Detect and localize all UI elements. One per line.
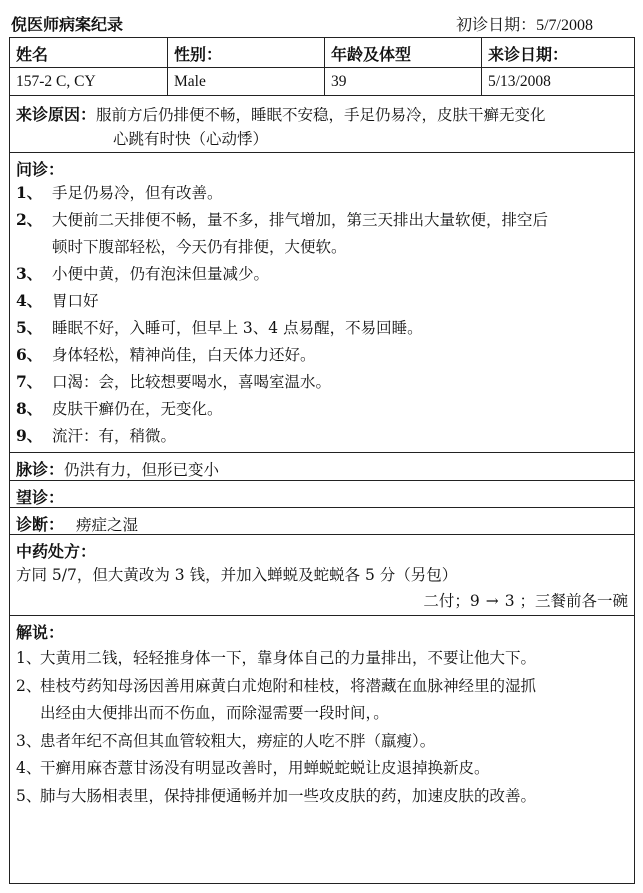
list-number: 6、 <box>16 345 43 364</box>
list-number: 9、 <box>16 426 43 445</box>
diagnosis-line <box>16 512 138 535</box>
info-value-row <box>10 68 634 96</box>
list-item-text: 口渴：会，比较想要喝水，喜喝室温水。 <box>52 373 332 391</box>
prescription-label: 中药处方： <box>16 542 97 561</box>
reason-label: 来诊原因： <box>16 105 97 124</box>
list-number: 5、 <box>16 318 43 337</box>
name-header: 姓名 <box>16 45 49 64</box>
list-item-text: 大便前二天排便不畅，量不多，排气增加，第三天排出大量软便，排空后 <box>52 211 549 229</box>
observation-label: 望诊： <box>16 488 65 507</box>
sex-header: 性别： <box>167 38 324 67</box>
patient-sex: Male <box>167 68 324 95</box>
reason-line-1 <box>16 102 546 125</box>
list-item-text: 手足仍易冷，但有改善。 <box>52 184 223 202</box>
list-item-text: 桂枝芍药知母汤因善用麻黄白朮炮附和桂枝，将潜藏在血脉神经里的湿抓 <box>40 676 537 695</box>
diagnosis-section <box>10 508 634 535</box>
record-title: 倪医师病案纪录 <box>11 15 124 34</box>
list-item-text: 干癣用麻杏薏甘汤没有明显改善时，用蝉蜕蛇蜕让皮退掉换新皮。 <box>40 759 490 777</box>
prescription-section <box>10 535 634 616</box>
explanation-label: 解说： <box>16 623 65 642</box>
pulse-section <box>10 453 634 481</box>
list-number: 2、 <box>16 210 43 229</box>
age-header: 年龄及体型 <box>324 38 481 67</box>
list-number: 1、 <box>16 649 42 667</box>
list-number: 7、 <box>16 372 43 391</box>
dosage-right: 3 ；三餐前各一碗 <box>504 592 628 610</box>
visit-date: 5/13/2008 <box>481 68 634 95</box>
list-number: 1、 <box>16 183 43 202</box>
visit-date-header: 来诊日期： <box>481 38 634 67</box>
reason-text-2: 心跳有时快（心动悸） <box>113 130 269 148</box>
pulse-text: 仍洪有力，但形已变小 <box>64 461 220 479</box>
observation-section <box>10 481 634 508</box>
list-number: 3、 <box>16 731 42 750</box>
list-number: 4、 <box>16 759 42 777</box>
diagnosis-text: 痨症之湿 <box>76 516 139 534</box>
explanation-section <box>10 616 634 883</box>
list-item-text: 睡眠不好，入睡可，但早上 3、4 点易醒，不易回睡。 <box>52 319 423 337</box>
list-item-text: 小便中黄，仍有泡沫但量减少。 <box>52 265 270 283</box>
info-header-row <box>10 38 634 68</box>
list-number: 2、 <box>16 676 42 695</box>
list-item-text: 流汗：有，稍微。 <box>52 427 177 445</box>
prescription-text: 方同 5/7，但大黄改为 3 钱，并加入蝉蜕及蛇蜕各 5 分（另包） <box>16 566 458 584</box>
title-bar <box>9 8 635 36</box>
list-number: 8、 <box>16 399 43 418</box>
list-item-text: 顿时下腹部轻松，今天仍有排便，大便软。 <box>52 238 347 256</box>
medical-record-page <box>9 8 635 884</box>
reason-text-1: 服前方后仍排便不畅，睡眠不安稳，手足仍易冷，皮肤干癣无变化 <box>96 106 546 124</box>
first-visit-value: 5/7/2008 <box>536 17 593 34</box>
inquiry-section <box>10 153 634 453</box>
list-item-text: 大黄用二钱，轻轻推身体一下，靠身体自己的力量排出，不要让他大下。 <box>40 649 537 667</box>
patient-id: 157-2 C, CY <box>16 73 96 90</box>
patient-age: 39 <box>324 68 481 95</box>
pulse-line <box>16 457 219 480</box>
pulse-label: 脉诊： <box>16 460 65 479</box>
list-item-text: 肺与大肠相表里，保持排便通畅并加一些攻皮肤的药，加速皮肤的改善。 <box>40 786 537 805</box>
list-item-text: 患者年纪不高但其血管较粗大，痨症的人吃不胖（羸瘦）。 <box>40 731 436 750</box>
dosage-left: 二付；9 <box>423 592 480 610</box>
diagnosis-label: 诊断： <box>16 515 65 534</box>
list-item-text: 出经由大便排出而不伤血，而除湿需要一段时间，。 <box>40 704 389 722</box>
right-arrow-icon: → <box>485 592 499 610</box>
list-item-text: 身体轻松，精神尚佳，白天体力还好。 <box>52 346 316 364</box>
list-item-text: 胃口好 <box>52 292 99 310</box>
reason-section <box>10 96 634 153</box>
list-item-text: 皮肤干癣仍在，无变化。 <box>52 400 223 418</box>
first-visit-date <box>456 12 593 35</box>
list-number: 5、 <box>16 786 42 805</box>
first-visit-label: 初诊日期： <box>456 15 537 34</box>
list-number: 3、 <box>16 264 43 283</box>
list-number: 4、 <box>16 291 43 310</box>
dosage-line <box>423 589 628 611</box>
inquiry-label: 问诊： <box>16 160 65 179</box>
record-table <box>9 37 635 884</box>
